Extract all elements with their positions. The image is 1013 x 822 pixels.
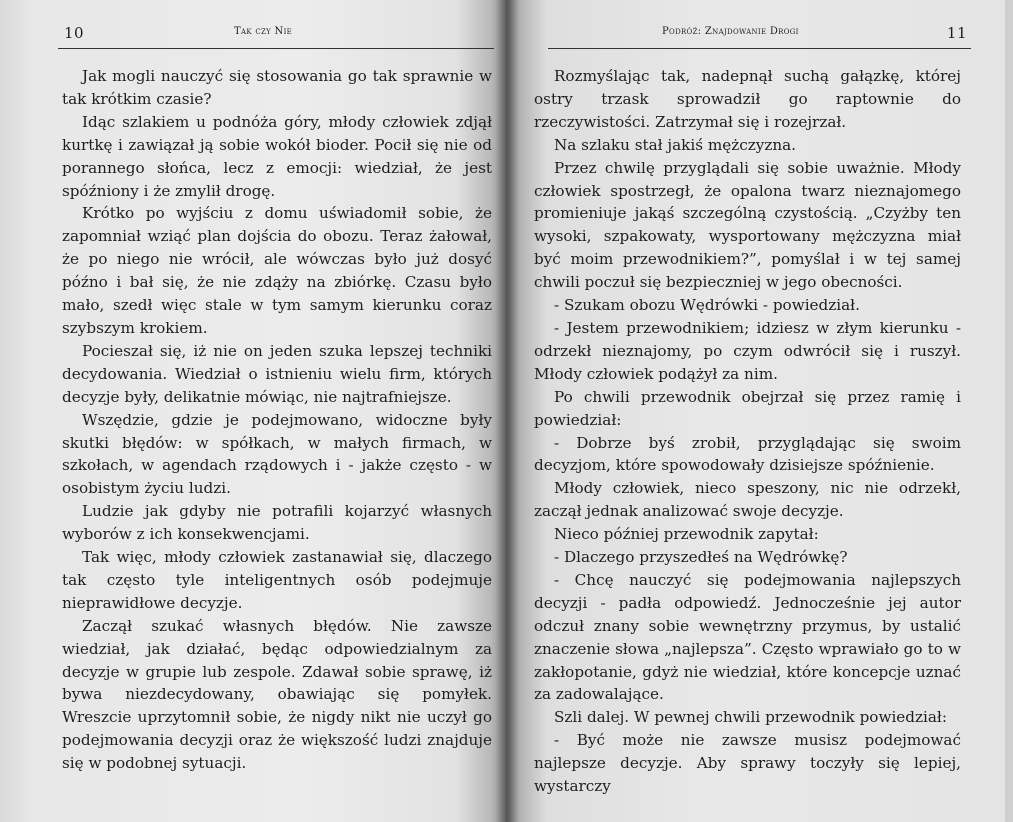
left-paragraph-3: Krótko po wyjściu z domu uświadomił sobie, że zapomniał wziąć plan dojścia do obozu. Teraz żałował, że po niego nie wrócił, ale wówczas było już dosyć późno i bał się, że nie zdąży na zbiórkę. Czasu było mało, szedł więc stale w tym samym kierunku coraz szybszym krokiem. [62, 204, 492, 337]
right-paragraph-9: Nieco później przewodnik zapytał: [554, 525, 819, 544]
right-paragraph-1: Rozmyślając tak, nadepnął suchą gałązkę, której ostry trzask sprowadził go raptownie do rzeczywistości. Zatrzymał się i rozejrzał. [534, 67, 961, 131]
right-paragraph-4: - Szukam obozu Wędrówki - powiedział. [554, 296, 860, 315]
right-running-head: Podróż: Znajdowanie Drogi [662, 26, 799, 37]
right-page [506, 0, 1013, 822]
right-header-rule [548, 48, 971, 49]
left-header-rule [58, 48, 494, 49]
left-paragraph-1: Jak mogli nauczyć się stosowania go tak sprawnie w tak krótkim czasie? [62, 67, 492, 108]
right-paragraph-8: Młody człowiek, nieco speszony, nic nie odrzekł, zaczął jednak analizować swoje decyzje. [534, 479, 961, 521]
page-edge-strip [1005, 0, 1013, 822]
left-paragraph-2: Idąc szlakiem u podnóża góry, młody człowiek zdjął kurtkę i zawiązał ją sobie wokół bioder. Pocił się nie od porannego słońca, lecz z emocji: wiedział, że jest spóźniony i że zmylił drogę. [62, 112, 492, 200]
left-page-number: 10 [64, 24, 85, 42]
right-paragraph-3: Przez chwilę przyglądali się sobie uważnie. Młody człowiek spostrzegł, że opalona twarz nieznajomego promieniuje jakąś szczególną czystością. „Czyżby ten wysoki, szpakowaty, wysportowany mężczyzna miał być moim przewodnikiem?”, pomyślał i w tej samej chwili poczuł się bezpieczniej w jego obecności. [534, 158, 961, 292]
right-page-body [532, 65, 961, 798]
right-paragraph-6: Po chwili przewodnik obejrzał się przez ramię i powiedział: [534, 387, 961, 429]
left-page [0, 0, 506, 822]
left-running-head: Tak czy Nie [234, 26, 293, 37]
right-paragraph-10: - Dlaczego przyszedłeś na Wędrówkę? [554, 548, 848, 567]
right-paragraph-12: Szli dalej. W pewnej chwili przewodnik powiedział: [554, 708, 947, 727]
right-page-number: 11 [946, 24, 967, 42]
left-page-header [58, 20, 492, 44]
left-paragraph-7: Tak więc, młody człowiek zastanawiał się, dlaczego tak często tyle inteligentnych osób podejmuje nieprawidłowe decyzje. [62, 548, 492, 612]
right-paragraph-11: - Chcę nauczyć się podejmowania najlepszych decyzji - padła odpowiedź. Jednocześnie jej autor odczuł znany sobie wewnętrzny przymus, by ustalić znaczenie słowa „najlepsza”. Często wprawiało go to w zakłopotanie, gdyż nie wiedział, które koncepcje uznać za zadowalające. [534, 570, 961, 704]
book-spine-shadow [496, 0, 518, 822]
left-page-body [58, 65, 492, 775]
right-paragraph-7: - Dobrze byś zrobił, przyglądając się swoim decyzjom, które spowodowały dzisiejsze spóźnienie. [534, 433, 961, 475]
right-paragraph-5: - Jestem przewodnikiem; idziesz w złym kierunku - odrzekł nieznajomy, po czym odwrócił się i ruszył. Młody człowiek podążył za nim. [534, 318, 961, 383]
right-paragraph-2: Na szlaku stał jakiś mężczyzna. [554, 135, 796, 154]
left-paragraph-6: Ludzie jak gdyby nie potrafili kojarzyć własnych wyborów z ich konsekwencjami. [62, 502, 492, 544]
right-page-header [532, 20, 967, 44]
right-paragraph-13: - Być może nie zawsze musisz podejmować najlepsze decyzje. Aby sprawy toczyły się lepiej, wystarczy [534, 731, 961, 796]
left-paragraph-8: Zaczął szukać własnych błędów. Nie zawsze wiedział, jak działać, będąc odpowiedzialnym za decyzje w grupie lub zespole. Zdawał sobie sprawę, iż bywa niezdecydowany, obawiając się pomyłek. Wreszcie uprzytomnił sobie, że nigdy nikt nie uczył go podejmowania decyzji oraz że większość ludzi znajduje się w podobnej sytuacji. [62, 616, 492, 773]
left-paragraph-5: Wszędzie, gdzie je podejmowano, widoczne były skutki błędów: w spółkach, w małych firmach, w szkołach, w agendach rządowych i - jakże często - w osobistym życiu ludzi. [62, 410, 492, 498]
left-paragraph-4: Pocieszał się, iż nie on jeden szuka lepszej techniki decydowania. Wiedział o istnieniu wielu firm, których decyzje były, delikatnie mówiąc, nie najtrafniejsze. [62, 341, 492, 406]
